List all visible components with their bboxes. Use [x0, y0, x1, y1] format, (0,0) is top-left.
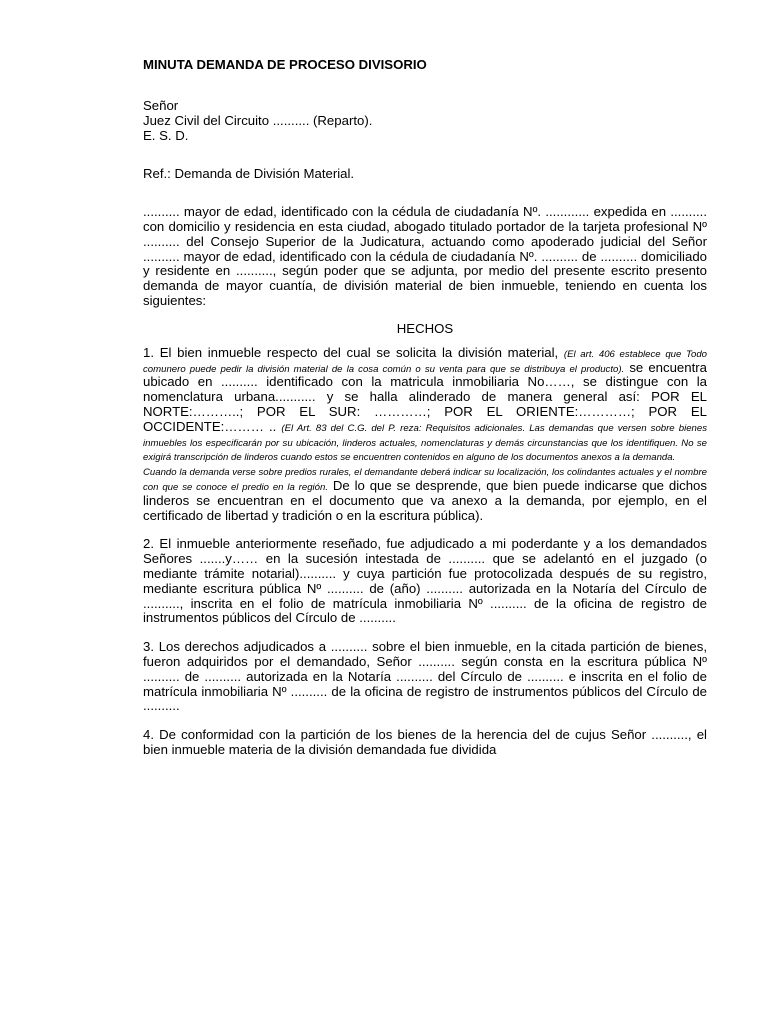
- intro-paragraph: .......... mayor de edad, identificado con la cédula de ciudadanía Nº. ............ expedida en .......... con domicilio y residencia en esta ciudad, abogado titulado portador de la tarjeta profesional Nº .......... del Consejo Superior de la Judicatura, actuando como apoderado judicial del Señor .......... mayor de edad, identificado con la cédula de ciudadanía Nº. .......... de .......... domiciliado y residente en .........., según poder que se adjunta, por medio del presente escrito presento demanda de mayor cuantía, de división material de bien inmueble, teniendo en cuenta los siguientes:: [143, 204, 707, 308]
- document-content: [143, 58, 707, 758]
- fact-4-paragraph: 4. De conformidad con la partición de los bienes de la herencia del de cujus Señor .........., el bien inmueble materia de la división demandada fue dividida: [143, 727, 707, 757]
- document-title: MINUTA DEMANDA DE PROCESO DIVISORIO: [143, 57, 427, 72]
- fact-2-paragraph: 2. El inmueble anteriormente reseñado, fue adjudicado a mi poderdante y a los demandados Señores .......y…… en la sucesión intestada de .......... que se adelantó en el juzgado (o mediante trámite notarial).......... y cuya partición fue protocolizada después de su registro, mediante escritura pública Nº .......... de (año) .......... autorizada en la Notaría del Círculo de .........., inscrita en el folio de matrícula inmobiliaria Nº .......... de la oficina de registro de instrumentos públicos del Círculo de ..........: [143, 536, 707, 626]
- fact-1-legal-note-c: Cuando la demanda verse sobre predios rurales, el demandante deberá indicar su localización, los colindantes actuales y el nombre con que se conoce el predio en la región.: [143, 467, 707, 493]
- fact-1-text-a: 1. El bien inmueble respecto del cual se solicita la división material,: [143, 344, 564, 360]
- reference-line: Ref.: Demanda de División Material.: [143, 166, 355, 182]
- fact-1-text-c: De lo que se desprende, que bien puede indicarse que dichos linderos se encuentran en el documento que va anexo a la demanda, por ejemplo, en el certificado de libertad y tradición o en la escritura pública).: [143, 477, 707, 523]
- fact-1-legal-note-b: (El Art. 83 del C.G. del P. reza: Requisitos adicionales. Las demandas que versen sobre bienes inmuebles los especificarán por su ubicación, linderos actuales, nomenclaturas y demás circunstancias que los identifiquen. No se exigirá transcripción de linderos cuando estos se encuentren contenidos en alguno de los documentos anexos a la demanda.: [143, 422, 708, 464]
- section-heading: HECHOS: [396, 320, 454, 336]
- addressee-line-1: Señor: [143, 98, 179, 113]
- fact-1-paragraph: [143, 346, 707, 524]
- addressee-line-2: Juez Civil del Circuito .......... (Reparto).: [143, 112, 373, 128]
- addressee-block: [143, 99, 707, 143]
- fact-3-paragraph: 3. Los derechos adjudicados a .......... sobre el bien inmueble, en la citada partición de bienes, fueron adquiridos por el demandado, Señor .......... según consta en la escritura pública Nº .......... de .......... autorizada en la Notaría .......... del Círculo de .......... e inscrita en el folio de matrícula inmobiliaria Nº .......... de la oficina de registro de instrumentos públicos del Círculo de ..........: [143, 639, 707, 714]
- fact-1-text-b: se encuentra ubicado en .......... identificado con la matricula inmobiliaria No……, se distingue con la nomenclatura urbana........... y se halla alinderado de manera general así: POR EL NORTE:………..; POR EL SUR: …………; POR EL ORIENTE:…………; POR EL OCCIDENTE:……… ..: [143, 359, 707, 434]
- addressee-line-3: E. S. D.: [143, 127, 189, 143]
- fact-1-legal-note-a: (El art. 406 establece que Todo comunero puede pedir la división material de la cosa común o su venta para que se distribuya el producto).: [143, 348, 708, 375]
